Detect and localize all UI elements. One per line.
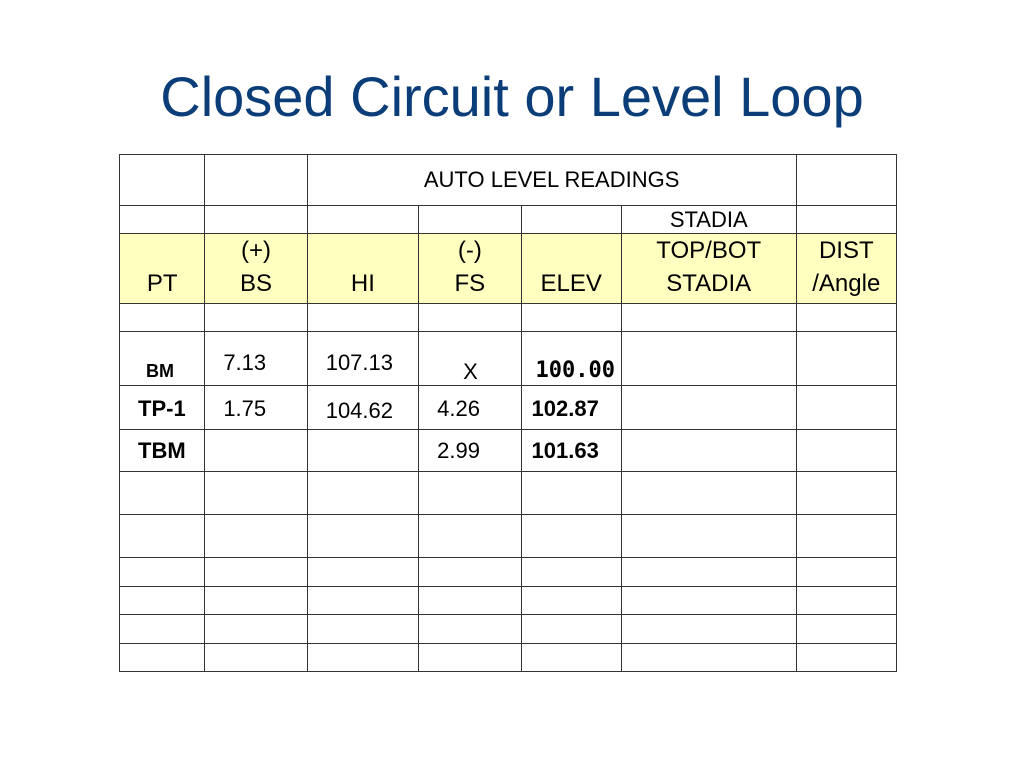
empty-cell <box>621 332 796 386</box>
empty-cell <box>796 644 896 672</box>
empty-cell <box>307 515 418 558</box>
empty-cell <box>205 615 307 644</box>
header-fs-sign: (-) <box>457 237 482 264</box>
row-hi <box>307 430 418 472</box>
row-pt: TP-1 <box>120 386 205 430</box>
empty-cell <box>419 515 521 558</box>
empty-cell <box>120 206 205 234</box>
empty-cell <box>419 304 521 332</box>
header-stadia-bottom: STADIA <box>666 270 752 297</box>
empty-cell <box>796 386 896 430</box>
header-elev: ELEV <box>521 234 621 304</box>
empty-cell <box>796 587 896 615</box>
empty-cell <box>120 472 205 515</box>
empty-cell <box>307 558 418 587</box>
empty-cell <box>796 155 896 206</box>
empty-cell <box>796 472 896 515</box>
row-fs: X <box>419 332 521 386</box>
empty-cell <box>621 430 796 472</box>
header-fs <box>419 234 521 304</box>
row-hi: 104.62 <box>307 386 418 430</box>
header-row <box>120 234 897 304</box>
empty-cell <box>120 587 205 615</box>
row-fs: 4.26 <box>419 386 521 430</box>
header-bs-sign: (+) <box>241 237 271 264</box>
empty-cell <box>796 332 896 386</box>
empty-cell <box>120 304 205 332</box>
empty-cell <box>120 615 205 644</box>
empty-cell <box>621 644 796 672</box>
empty-cell <box>419 644 521 672</box>
empty-cell <box>796 558 896 587</box>
empty-cell <box>621 386 796 430</box>
empty-cell <box>621 587 796 615</box>
table-row <box>120 386 897 430</box>
empty-cell <box>205 155 307 206</box>
empty-cell <box>796 430 896 472</box>
empty-cell <box>419 558 521 587</box>
empty-cell <box>205 304 307 332</box>
header-dist-bottom: /Angle <box>812 270 881 297</box>
empty-cell <box>307 206 418 234</box>
empty-cell <box>419 587 521 615</box>
level-readings-table <box>119 154 897 672</box>
empty-row <box>120 615 897 644</box>
empty-cell <box>307 472 418 515</box>
empty-cell <box>521 558 621 587</box>
empty-cell <box>205 515 307 558</box>
empty-cell <box>120 155 205 206</box>
empty-cell <box>205 558 307 587</box>
empty-cell <box>307 304 418 332</box>
spacer-row <box>120 304 897 332</box>
empty-cell <box>419 472 521 515</box>
table-banner: AUTO LEVEL READINGS <box>307 155 796 206</box>
empty-cell <box>205 472 307 515</box>
row-hi: 107.13 <box>307 332 418 386</box>
banner-row <box>120 155 897 206</box>
empty-cell <box>621 472 796 515</box>
empty-cell <box>621 615 796 644</box>
row-fs: 2.99 <box>419 430 521 472</box>
empty-cell <box>621 515 796 558</box>
empty-row <box>120 515 897 558</box>
empty-cell <box>120 558 205 587</box>
header-pt: PT <box>120 234 205 304</box>
header-dist <box>796 234 896 304</box>
empty-cell <box>205 644 307 672</box>
empty-cell <box>796 304 896 332</box>
row-pt: BM <box>120 332 205 386</box>
stadia-note-row <box>120 206 897 234</box>
header-fs-label: FS <box>454 270 486 297</box>
empty-cell <box>796 206 896 234</box>
row-pt: TBM <box>120 430 205 472</box>
empty-row <box>120 472 897 515</box>
header-dist-top: DIST <box>818 237 874 264</box>
empty-cell <box>796 515 896 558</box>
slide-title: Closed Circuit or Level Loop <box>160 65 864 128</box>
row-bs: 1.75 <box>205 386 307 430</box>
row-elev: 100.00 <box>521 332 621 386</box>
header-stadia-top: TOP/BOT <box>656 237 762 264</box>
empty-cell <box>521 515 621 558</box>
header-stadia <box>621 234 796 304</box>
empty-cell <box>521 206 621 234</box>
empty-cell <box>120 644 205 672</box>
empty-row <box>120 558 897 587</box>
empty-cell <box>120 515 205 558</box>
row-elev: 101.63 <box>521 430 621 472</box>
empty-row <box>120 587 897 615</box>
empty-cell <box>521 644 621 672</box>
empty-cell <box>419 615 521 644</box>
empty-cell <box>521 615 621 644</box>
empty-cell <box>521 304 621 332</box>
empty-cell <box>796 615 896 644</box>
empty-cell <box>621 558 796 587</box>
header-bs <box>205 234 307 304</box>
header-bs-label: BS <box>240 270 273 297</box>
table-row <box>120 430 897 472</box>
empty-cell <box>307 644 418 672</box>
empty-cell <box>419 206 521 234</box>
row-bs: 7.13 <box>205 332 307 386</box>
empty-cell <box>521 472 621 515</box>
empty-cell <box>205 587 307 615</box>
empty-cell <box>521 587 621 615</box>
empty-cell <box>307 615 418 644</box>
header-hi: HI <box>307 234 418 304</box>
empty-row <box>120 644 897 672</box>
table-row <box>120 332 897 386</box>
row-bs <box>205 430 307 472</box>
row-elev: 102.87 <box>521 386 621 430</box>
empty-cell <box>205 206 307 234</box>
empty-cell <box>621 304 796 332</box>
stadia-note: STADIA <box>621 206 796 234</box>
empty-cell <box>307 587 418 615</box>
